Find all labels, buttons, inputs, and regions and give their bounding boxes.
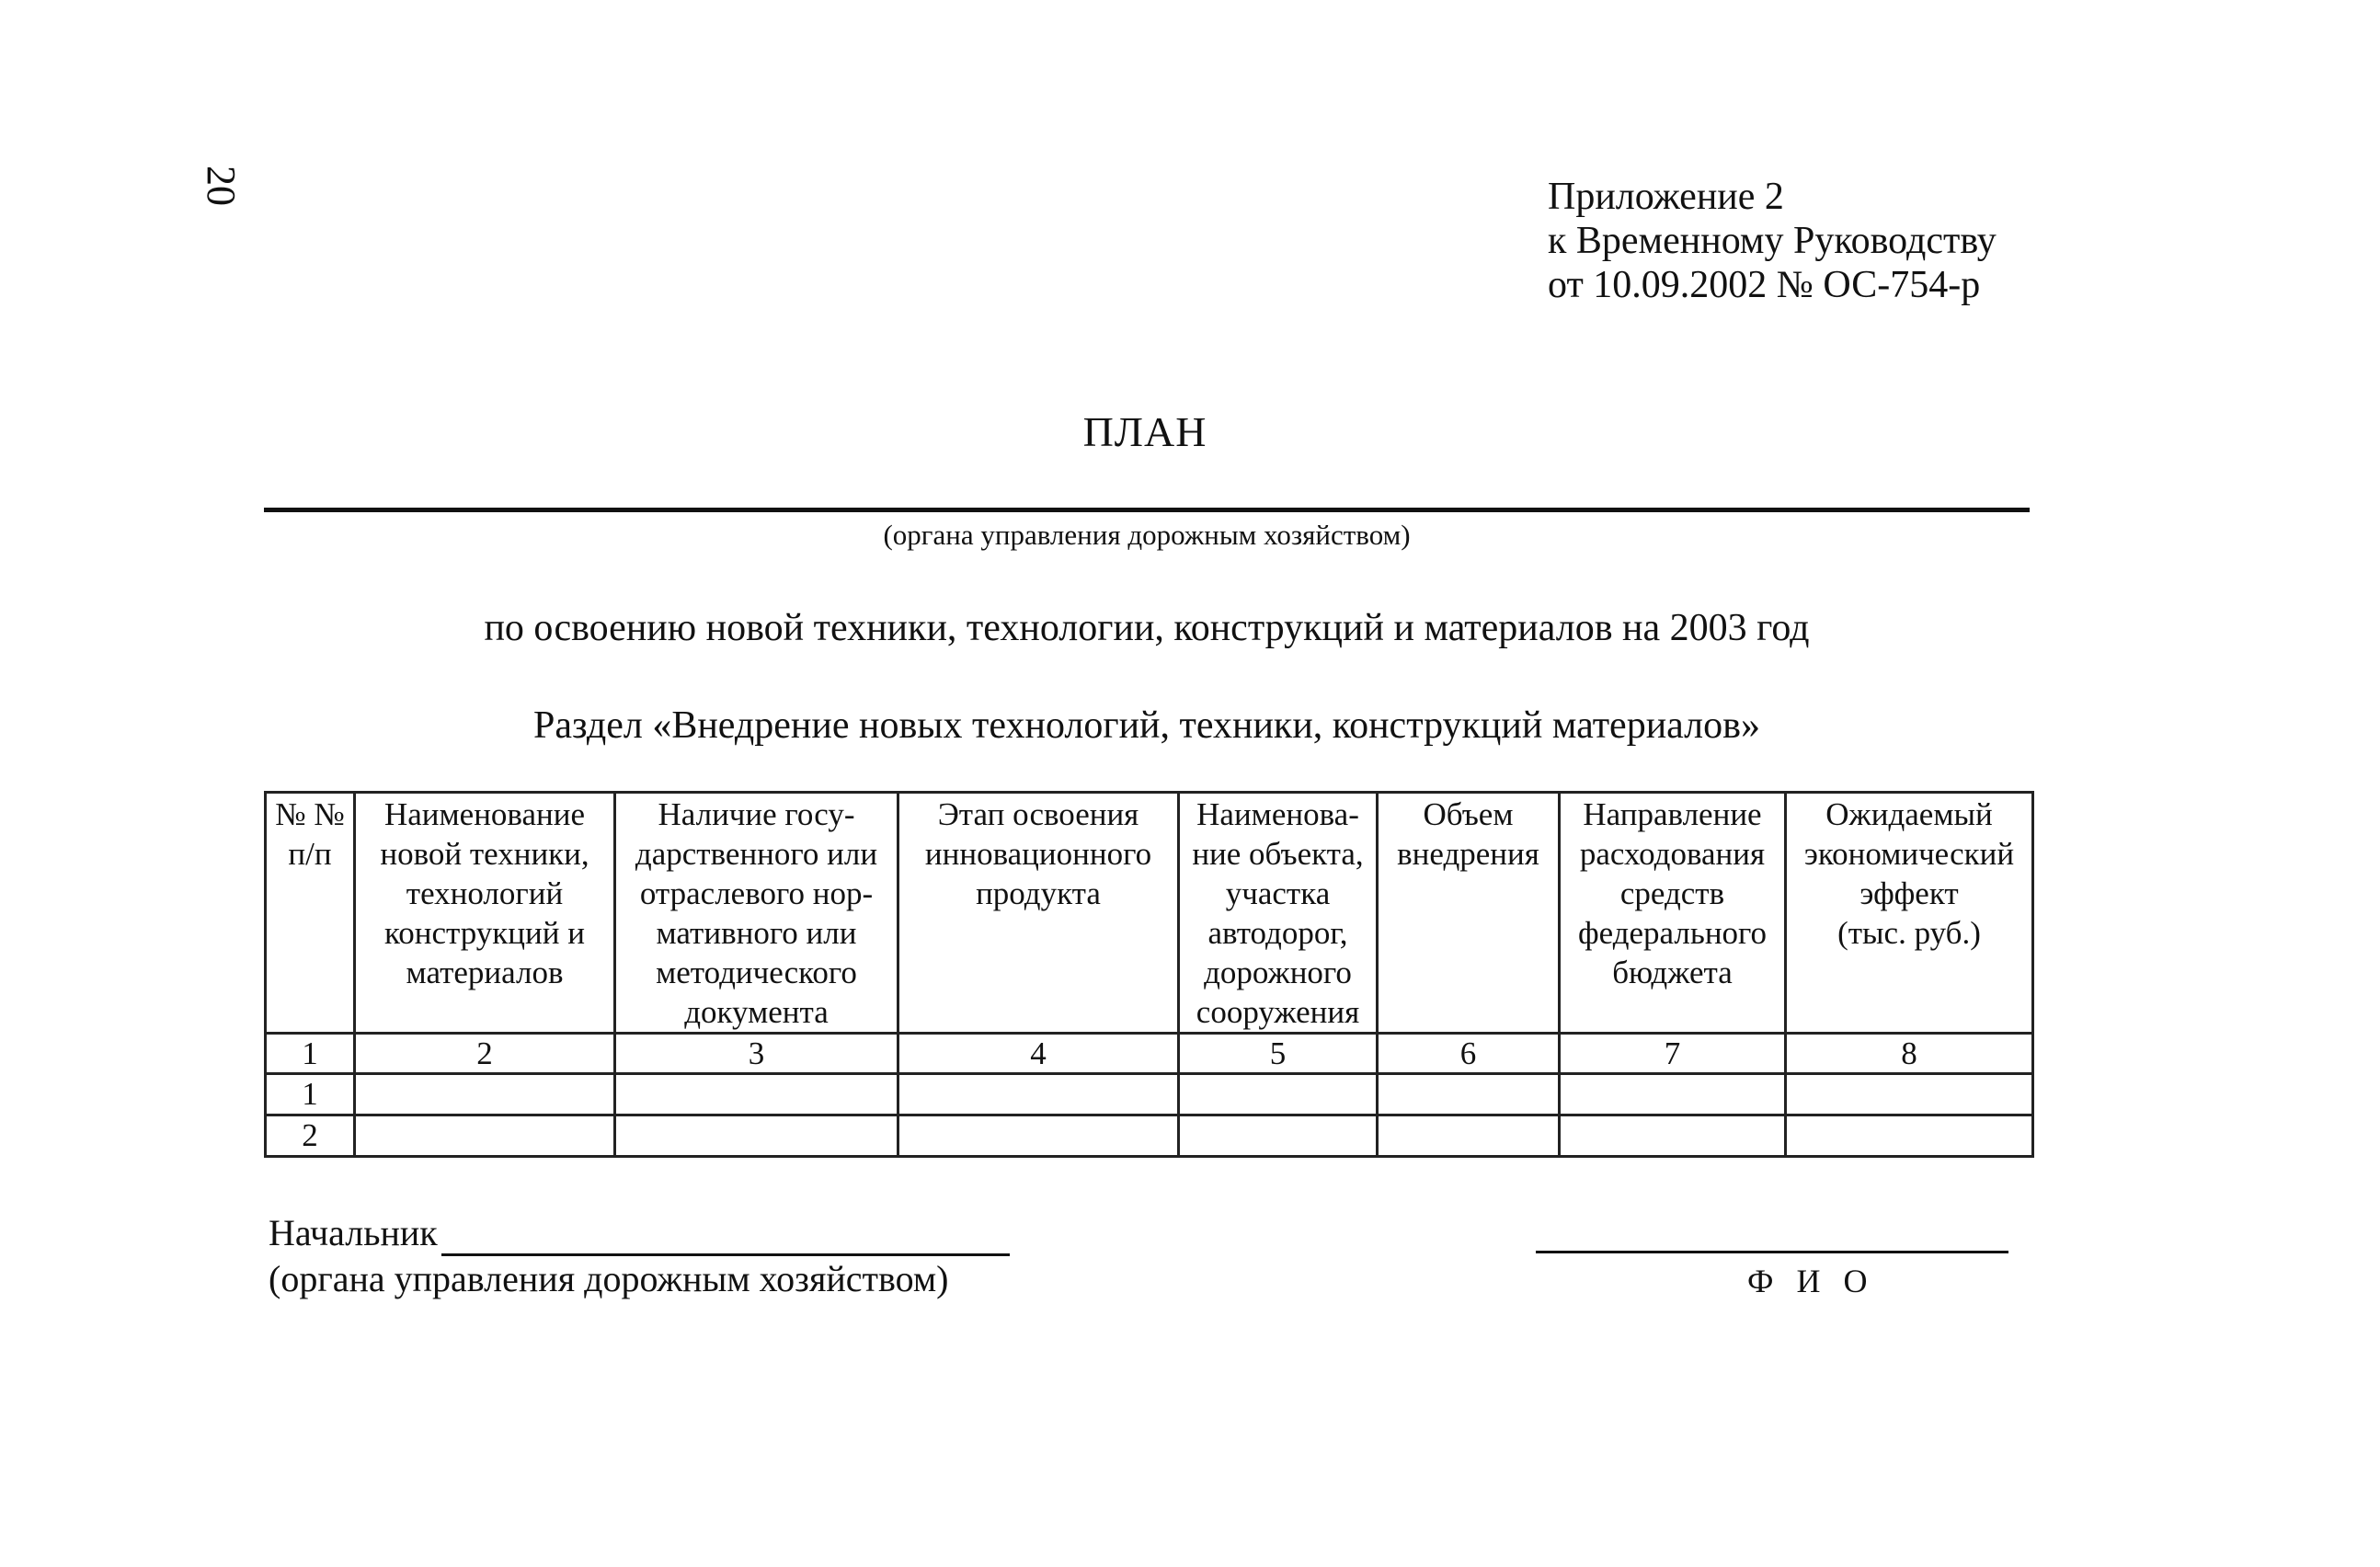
appendix-line-3: от 10.09.2002 № ОС-754-р [1548, 264, 1981, 306]
header-cell-stage [898, 793, 1179, 1034]
appendix-line-1: Приложение 2 [1548, 176, 1784, 218]
header-cell-effect [1786, 793, 2033, 1034]
table-cell-row-number: 2 [266, 1115, 355, 1157]
column-number-row [266, 1034, 2033, 1074]
table-cell [355, 1074, 615, 1115]
header-cell-volume [1378, 793, 1560, 1034]
table-cell [615, 1074, 898, 1115]
header-text: эффект [1859, 875, 1959, 911]
header-text: п/п [288, 836, 332, 872]
plan-table [264, 791, 2034, 1158]
table-header-row [266, 793, 2033, 1034]
header-text: Наименование [383, 796, 586, 832]
page-number: 20 [199, 166, 244, 206]
column-number-cell: 8 [1786, 1034, 2033, 1074]
header-text: средств [1619, 875, 1725, 911]
header-text: методического [656, 955, 857, 990]
fio-blank-line [1536, 1251, 2008, 1253]
appendix-reference [1548, 175, 1997, 307]
header-text: внедрения [1397, 836, 1539, 872]
header-text: федерального [1577, 915, 1768, 951]
header-text: бюджета [1612, 955, 1733, 990]
column-number-cell: 4 [898, 1034, 1179, 1074]
header-text: инновационного [924, 836, 1152, 872]
header-text: технологий [406, 875, 564, 911]
signature-block-chief [269, 1210, 1010, 1302]
org-name-blank-line [264, 508, 2030, 512]
table-cell [1378, 1115, 1560, 1157]
table-cell [615, 1115, 898, 1157]
table-cell [1179, 1115, 1378, 1157]
table-cell [1786, 1074, 2033, 1115]
header-cell-document [615, 793, 898, 1034]
column-number-cell: 7 [1560, 1034, 1786, 1074]
document-subtitle: по освоению новой техники, технологии, конструкций и материалов на 2003 год [484, 607, 1810, 649]
column-number-cell: 2 [355, 1034, 615, 1074]
table-row [266, 1115, 2033, 1157]
header-text: экономический [1803, 836, 2015, 872]
table-cell [355, 1115, 615, 1157]
header-cell-object [1179, 793, 1378, 1034]
header-text: Объем [1423, 796, 1514, 832]
table-row [266, 1074, 2033, 1115]
header-cell-name [355, 793, 615, 1034]
header-text: (тыс. руб.) [1837, 915, 1981, 951]
header-text: мативного или [656, 915, 857, 951]
fio-label: Ф И О [1747, 1263, 1875, 1299]
column-number-cell: 5 [1179, 1034, 1378, 1074]
chief-name-blank-line [441, 1220, 1010, 1256]
header-cell-number [266, 793, 355, 1034]
table-cell [1560, 1115, 1786, 1157]
column-number-cell: 1 [266, 1034, 355, 1074]
header-text: дарственного или [635, 836, 878, 872]
header-text: материалов [406, 955, 564, 990]
table-cell-row-number: 1 [266, 1074, 355, 1115]
header-text: участка [1225, 875, 1331, 911]
chief-org-caption: (органа управления дорожным хозяйством) [269, 1258, 949, 1299]
chief-label: Начальник [269, 1212, 438, 1253]
org-name-caption: (органа управления дорожным хозяйством) [883, 519, 1411, 551]
table-cell [1378, 1074, 1560, 1115]
header-text: № № [275, 796, 345, 832]
appendix-line-2: к Временному Руководству [1548, 220, 1997, 262]
table-cell [1179, 1074, 1378, 1115]
table-cell [898, 1074, 1179, 1115]
header-text: продукта [976, 875, 1101, 911]
header-text: конструкций и [384, 915, 585, 951]
header-text: сооружения [1196, 994, 1360, 1030]
header-text: отраслевого нор- [639, 875, 874, 911]
column-number-cell: 6 [1378, 1034, 1560, 1074]
header-text: новой техники, [380, 836, 589, 872]
header-text: Наименова- [1196, 796, 1359, 832]
table-cell [898, 1115, 1179, 1157]
header-text: Направление [1583, 796, 1762, 832]
column-number-cell: 3 [615, 1034, 898, 1074]
header-text: Этап освоения [937, 796, 1139, 832]
header-text: автодорог, [1207, 915, 1348, 951]
header-text: ние объекта, [1192, 836, 1364, 872]
section-title: Раздел «Внедрение новых технологий, техники, конструкций материалов» [533, 704, 1760, 747]
header-text: документа [684, 994, 829, 1030]
chief-line [269, 1210, 1010, 1256]
header-text: Ожидаемый [1825, 796, 1993, 832]
table-cell [1560, 1074, 1786, 1115]
document-title: ПЛАН [1082, 408, 1207, 455]
header-text: дорожного [1204, 955, 1352, 990]
header-text: Наличие госу- [658, 796, 855, 832]
table-cell [1786, 1115, 2033, 1157]
header-text: расходования [1579, 836, 1766, 872]
header-cell-budget [1560, 793, 1786, 1034]
